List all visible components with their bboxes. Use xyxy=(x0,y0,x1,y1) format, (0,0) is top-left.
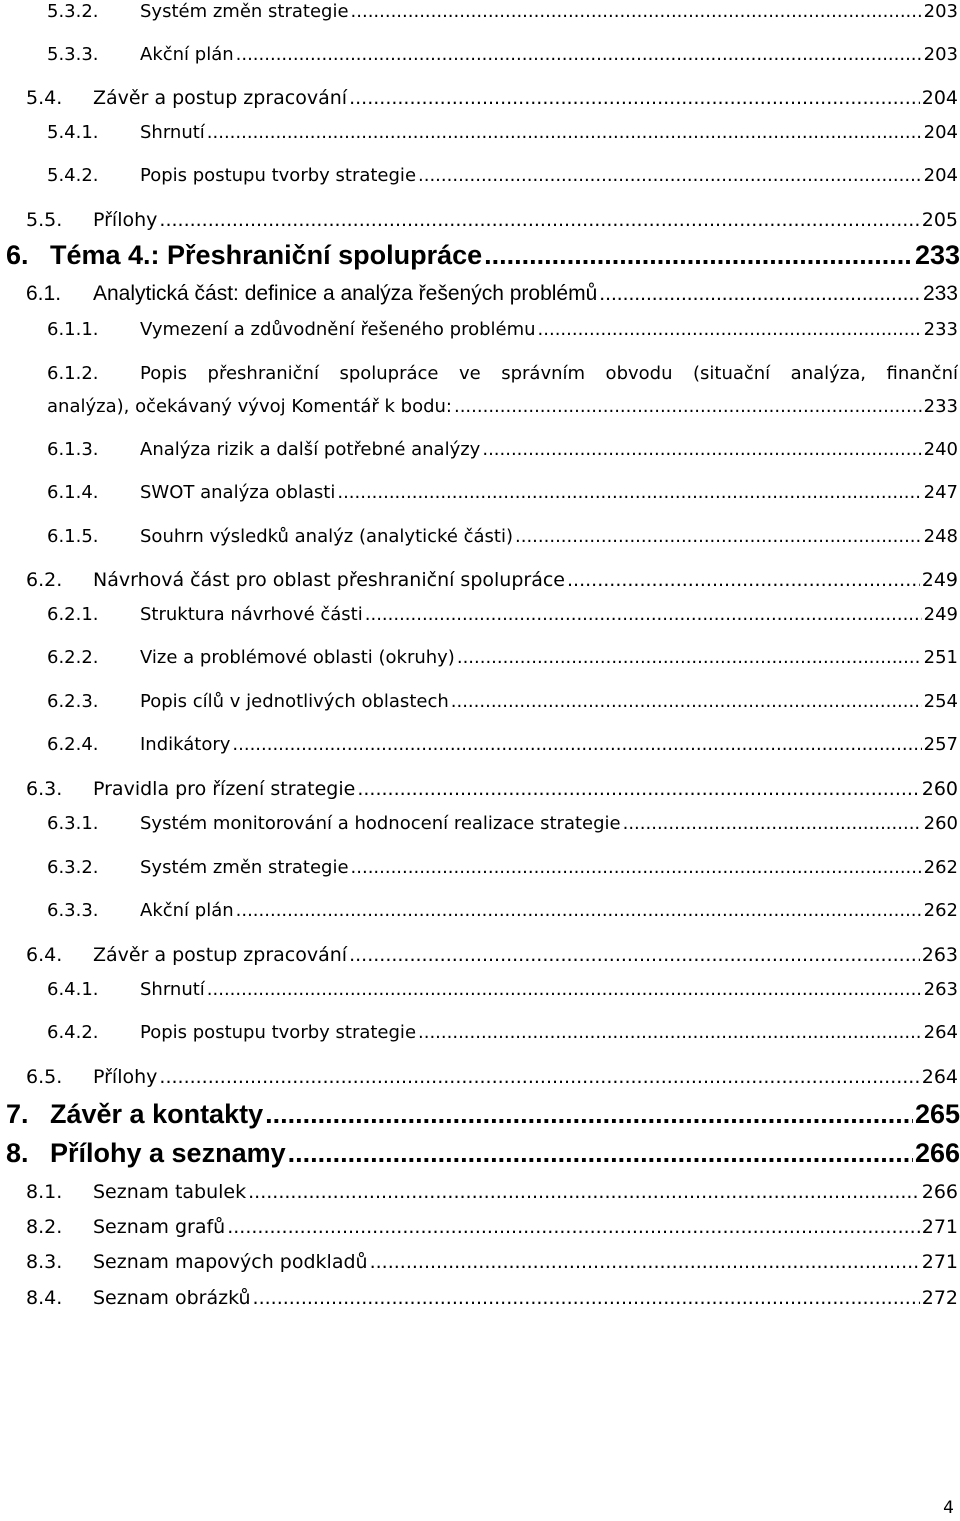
toc-title: analýza), očekávaný vývoj Komentář k bodu: xyxy=(47,396,452,417)
dot-leader xyxy=(288,1137,913,1169)
dot-leader xyxy=(236,43,922,67)
dot-leader xyxy=(159,1065,919,1089)
dot-leader xyxy=(365,603,922,627)
toc-page: 233 xyxy=(914,240,960,270)
toc-entry[interactable] xyxy=(47,603,958,627)
toc-title: Systém změn strategie xyxy=(140,1,349,22)
dot-leader xyxy=(515,525,922,549)
toc-title: Seznam mapových podkladů xyxy=(93,1251,368,1273)
toc-entry[interactable] xyxy=(47,121,958,145)
toc-title: Téma 4.: Přeshraniční spolupráce xyxy=(50,240,483,270)
toc-entry[interactable] xyxy=(47,646,958,670)
toc-title: Vymezení a zdůvodnění řešeného problému xyxy=(140,319,536,340)
toc-title: Popis cílů v jednotlivých oblastech xyxy=(140,691,449,712)
dot-leader xyxy=(265,1098,913,1130)
toc-page: 247 xyxy=(923,482,958,503)
toc-number: 6.2.4. xyxy=(47,734,99,755)
toc-entry[interactable] xyxy=(47,318,958,342)
toc-entry[interactable] xyxy=(47,1021,958,1045)
toc-title: Seznam grafů xyxy=(93,1216,226,1238)
dot-leader xyxy=(482,438,921,462)
toc-entry[interactable] xyxy=(47,899,958,923)
toc-entry[interactable] xyxy=(26,86,958,110)
toc-title: Analýza rizik a další potřebné analýzy xyxy=(140,439,481,460)
toc-number: 5.5. xyxy=(26,209,63,231)
toc-title: SWOT analýza oblasti xyxy=(140,482,336,503)
toc-title: Struktura návrhové části xyxy=(140,604,363,625)
toc-number: 5.4. xyxy=(26,87,63,109)
toc-title: Návrhová část pro oblast přeshraniční spolupráce xyxy=(93,569,565,591)
toc-number: 6.2.2. xyxy=(47,647,99,668)
dot-leader xyxy=(159,208,919,232)
toc-entry[interactable] xyxy=(47,733,958,757)
toc-number: 6.1.1. xyxy=(47,319,99,340)
toc-page: 203 xyxy=(923,44,958,65)
toc-number: 6.1.2. xyxy=(47,363,99,384)
toc-page: 251 xyxy=(923,647,958,668)
toc-page: 249 xyxy=(923,604,958,625)
toc-entry-wrapped-line1[interactable] xyxy=(47,362,958,386)
toc-title: Shrnutí xyxy=(140,122,205,143)
toc-entry[interactable] xyxy=(47,978,958,1002)
toc-entry[interactable] xyxy=(47,812,958,836)
toc-page: 264 xyxy=(921,1066,958,1088)
toc-number: 6.5. xyxy=(26,1066,63,1088)
toc-title: Seznam obrázků xyxy=(93,1287,251,1309)
toc-page: 204 xyxy=(923,122,958,143)
toc-number: 5.3.3. xyxy=(47,44,99,65)
dot-leader xyxy=(451,690,922,714)
dot-leader xyxy=(227,1215,920,1239)
toc-title: Systém změn strategie xyxy=(140,857,349,878)
dot-leader xyxy=(454,395,922,419)
dot-leader xyxy=(567,568,920,592)
toc-entry[interactable] xyxy=(26,568,958,592)
dot-leader xyxy=(253,1286,920,1310)
toc-entry[interactable] xyxy=(47,0,958,24)
toc-number: 8. xyxy=(6,1138,29,1168)
dot-leader xyxy=(207,121,922,145)
toc-number: 5.3.2. xyxy=(47,1,99,22)
dot-leader xyxy=(351,856,922,880)
toc-title: Popis postupu tvorby strategie xyxy=(140,1022,417,1043)
toc-number: 5.4.1. xyxy=(47,122,99,143)
toc-title: Závěr a kontakty xyxy=(50,1099,264,1129)
toc-title: Závěr a postup zpracování xyxy=(93,87,348,109)
toc-number: 6.4.2. xyxy=(47,1022,99,1043)
toc-entry[interactable] xyxy=(47,690,958,714)
toc-title: Akční plán xyxy=(140,44,234,65)
toc-entry[interactable] xyxy=(26,1215,958,1239)
dot-leader xyxy=(232,733,921,757)
toc-page: 248 xyxy=(923,526,958,547)
toc-page: 260 xyxy=(923,813,958,834)
toc-page: 263 xyxy=(921,944,958,966)
toc-title: Přílohy a seznamy xyxy=(50,1138,286,1168)
toc-page: 205 xyxy=(921,209,958,231)
toc-number: 6. xyxy=(6,240,29,270)
toc-number: 6.2.3. xyxy=(47,691,99,712)
toc-number: 8.1. xyxy=(26,1181,63,1203)
toc-entry-wrapped-line2[interactable] xyxy=(47,395,958,419)
toc-page: 272 xyxy=(921,1287,958,1309)
dot-leader xyxy=(357,777,919,801)
toc-title: Vize a problémové oblasti (okruhy) xyxy=(140,647,455,668)
toc-page: 233 xyxy=(922,282,958,305)
toc-number: 6.4. xyxy=(26,944,63,966)
toc-title: Souhrn výsledků analýz (analytické části) xyxy=(140,526,514,547)
dot-leader xyxy=(248,1180,920,1204)
toc-page: 204 xyxy=(921,87,958,109)
toc-number: 6.1. xyxy=(26,282,62,305)
toc-number: 8.3. xyxy=(26,1251,63,1273)
toc-number: 5.4.2. xyxy=(47,165,99,186)
page-number: 4 xyxy=(943,1498,954,1518)
toc-title: Závěr a postup zpracování xyxy=(93,944,348,966)
dot-leader xyxy=(349,86,920,110)
toc-page: 266 xyxy=(914,1138,960,1168)
dot-leader xyxy=(418,1021,922,1045)
toc-entry[interactable] xyxy=(47,164,958,188)
toc-title: Akční plán xyxy=(140,900,234,921)
toc-number: 6.3. xyxy=(26,778,63,800)
toc-entry[interactable] xyxy=(26,943,958,967)
toc-entry[interactable] xyxy=(6,1137,960,1169)
toc-number: 6.1.4. xyxy=(47,482,99,503)
dot-leader xyxy=(538,318,922,342)
toc-number: 6.4.1. xyxy=(47,979,99,1000)
toc-title: Přílohy xyxy=(93,1066,158,1088)
toc-page: 233 xyxy=(923,319,958,340)
toc-number: 8.4. xyxy=(26,1287,63,1309)
toc-page: 204 xyxy=(923,165,958,186)
toc-page: 265 xyxy=(914,1099,960,1129)
dot-leader xyxy=(599,282,921,306)
toc-page: 271 xyxy=(921,1251,958,1273)
toc-number: 6.2. xyxy=(26,569,63,591)
toc-number: 6.2.1. xyxy=(47,604,99,625)
toc-title: Analytická část: definice a analýza řešených problémů xyxy=(93,282,598,305)
toc-entry[interactable] xyxy=(26,282,958,306)
toc-page: 264 xyxy=(923,1022,958,1043)
toc-entry[interactable] xyxy=(47,525,958,549)
toc-title: Pravidla pro řízení strategie xyxy=(93,778,356,800)
toc-entry[interactable] xyxy=(6,239,960,271)
toc-number: 6.3.3. xyxy=(47,900,99,921)
dot-leader xyxy=(484,239,913,271)
dot-leader xyxy=(349,943,920,967)
toc-title: Systém monitorování a hodnocení realizace strategie xyxy=(140,813,621,834)
dot-leader xyxy=(236,899,922,923)
toc-number: 7. xyxy=(6,1099,29,1129)
toc-page: 257 xyxy=(923,734,958,755)
toc-page: 262 xyxy=(923,857,958,878)
toc-entry[interactable] xyxy=(47,43,958,67)
toc-number: 6.3.1. xyxy=(47,813,99,834)
toc-title: Shrnutí xyxy=(140,979,205,1000)
dot-leader xyxy=(623,812,922,836)
toc-entry[interactable] xyxy=(47,481,958,505)
dot-leader xyxy=(370,1250,920,1274)
toc-page: 260 xyxy=(921,778,958,800)
dot-leader xyxy=(337,481,921,505)
toc-entry[interactable] xyxy=(26,1250,958,1274)
toc-page: 249 xyxy=(921,569,958,591)
dot-leader xyxy=(457,646,922,670)
toc-entry[interactable] xyxy=(26,208,958,232)
toc-page: 233 xyxy=(923,396,958,417)
toc-number: 6.3.2. xyxy=(47,857,99,878)
toc-title: Popis postupu tvorby strategie xyxy=(140,165,417,186)
toc-title: Popis přeshraniční spolupráce ve správním obvodu (situační analýza, finanční xyxy=(140,363,958,384)
toc-entry[interactable] xyxy=(47,856,958,880)
toc-entry[interactable] xyxy=(47,438,958,462)
toc-entry[interactable] xyxy=(26,1286,958,1310)
toc-title: Přílohy xyxy=(93,209,158,231)
toc-page: 271 xyxy=(921,1216,958,1238)
toc-page: 266 xyxy=(921,1181,958,1203)
dot-leader xyxy=(418,164,922,188)
toc-page: 254 xyxy=(923,691,958,712)
toc-number: 8.2. xyxy=(26,1216,63,1238)
toc-number: 6.1.5. xyxy=(47,526,99,547)
toc-page: 263 xyxy=(923,979,958,1000)
dot-leader xyxy=(351,0,922,24)
toc-entry[interactable] xyxy=(26,1180,958,1204)
toc-page: 203 xyxy=(923,1,958,22)
toc-entry[interactable] xyxy=(26,1065,958,1089)
toc-title: Indikátory xyxy=(140,734,231,755)
toc-page: 262 xyxy=(923,900,958,921)
dot-leader xyxy=(207,978,922,1002)
toc-title: Seznam tabulek xyxy=(93,1181,247,1203)
toc-number: 6.1.3. xyxy=(47,439,99,460)
toc-entry[interactable] xyxy=(26,777,958,801)
toc-entry[interactable] xyxy=(6,1098,960,1130)
toc-page: 240 xyxy=(923,439,958,460)
